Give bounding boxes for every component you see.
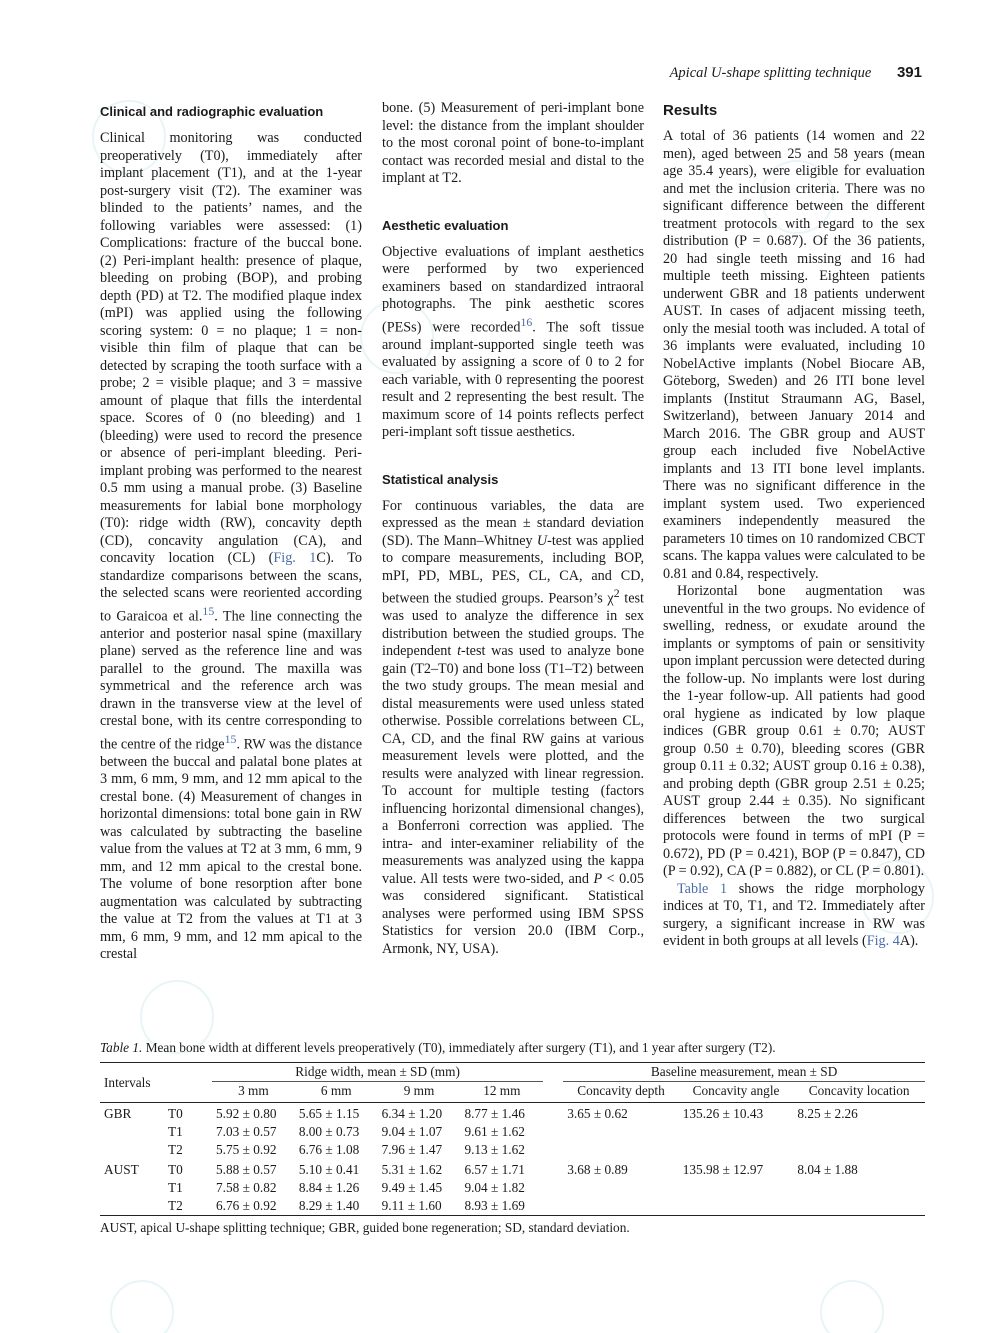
- intervals-header: Intervals: [104, 1074, 151, 1090]
- table-cell: 6.57 ± 1.71: [464, 1162, 525, 1177]
- watermark-seal: [110, 1280, 174, 1333]
- table-cell: 5.65 ± 1.15: [298, 1106, 360, 1121]
- table-cell: [563, 1141, 679, 1159]
- table-cell: 5.88 ± 0.57: [216, 1162, 277, 1177]
- row-group-label: [100, 1123, 164, 1141]
- table-row: [100, 1159, 925, 1179]
- table-cell: [793, 1141, 925, 1159]
- row-time-label: T1: [168, 1180, 183, 1195]
- column-header: 6 mm: [320, 1083, 352, 1098]
- paragraph-statistical: For continuous variables, the data are expressed as the mean ± standard deviation (SD). The Mann–Whitney U-test was applied to compare measurements, including BOP, mPI, PD, MBL, PES, CL, CA, and CD, between the studied groups. Pearson’s $\chi^2$ test was used to analyze the difference in sex distribution between the studied groups. The independent t-test was used to analyze bone gain (T2–T0) and bone loss (T1–T2) between the two study groups. The mean mesial and distal measurements were used unless stated otherwise. Possible correlations between CL, CA, CD, and the final RW gains at various measurement levels were plotted, and the results were analyzed with linear regression. To account for multiple testing (factors influencing horizontal dimensional changes), a Bonferroni correction was applied. The intra- and inter-examiner reliability of the measurements was analyzed using the kappa value. All tests were two-sided, and P < 0.05 was considered significant. Statistical analyses were performed using IBM SPSS Statistics for version 20.0 (IBM Corp., Armonk, NY, USA).: [382, 497, 644, 957]
- running-title: Apical U-shape splitting technique: [669, 65, 872, 81]
- paragraph-results-2: Horizontal bone augmentation was uneventful in the two groups. No evidence of swelling, redness, or exudate around the implants or symptoms of pain or sensitivity upon implant percussion were detected during the follow-up. No implants were lost during the 1-year follow-up. All patients had good oral hygiene as indicated by low plaque indices (GBR group 0.61 ± 0.70; AUST group 0.50 ± 0.70), bleeding scores (GBR group 0.11 ± 0.32; AUST group 0.16 ± 0.38), and probing depth (GBR group 2.51 ± 0.25; AUST group 2.44 ± 0.35). No significant differences between the two surgical protocols were found in terms of mPI (P = 0.672), PD (P = 0.421), BOP (P = 0.847), CD (P = 0.92), CA (P = 0.882), or CL (P = 0.801).: [663, 583, 925, 879]
- ridge-width-header: Ridge width, mean ± SD (mm): [212, 1063, 543, 1082]
- table-cell: 8.25 ± 2.26: [797, 1106, 858, 1121]
- table-cell: 5.75 ± 0.92: [216, 1142, 277, 1157]
- table-cell: 9.49 ± 1.45: [381, 1180, 443, 1195]
- table-cell: 135.98 ± 12.97: [682, 1162, 764, 1177]
- row-time-label: T2: [168, 1142, 183, 1157]
- table-cell: 8.93 ± 1.69: [464, 1198, 525, 1213]
- table-cell: [679, 1179, 794, 1197]
- row-group-label: GBR: [104, 1106, 132, 1121]
- data-table: [100, 1062, 925, 1216]
- table-caption: Table 1. Mean bone width at different levels preoperatively (T0), immediately after surgery (T1), and 1 year after surgery (T2).: [100, 1040, 776, 1055]
- table-row: [100, 1179, 925, 1197]
- table-cell: 8.84 ± 1.26: [298, 1180, 360, 1195]
- table-footnote: AUST, apical U-shape splitting technique; GBR, guided bone regeneration; SD, standard deviation.: [100, 1220, 630, 1235]
- table-cell: 5.31 ± 1.62: [381, 1162, 443, 1177]
- running-header: [670, 64, 922, 82]
- table-cell: [679, 1197, 794, 1216]
- table-cell: 9.11 ± 1.60: [381, 1198, 442, 1213]
- paragraph-results-3: Table 1 shows the ridge morphology indices at T0, T1, and T2. Immediately after surgery, a significant increase in RW was evident in both groups at all levels (Fig. 4A).: [663, 880, 925, 949]
- text-column-3: [663, 100, 925, 951]
- table-cell: 8.29 ± 1.40: [298, 1198, 360, 1213]
- figure-link[interactable]: Fig. 1: [273, 550, 317, 566]
- row-group-label: [100, 1179, 164, 1197]
- paragraph-continued: bone. (5) Measurement of peri-implant bone level: the distance from the implant shoulder to the most coronal point of bone-to-implant contact was recorded mesial and distal to the implant at T2.: [382, 100, 644, 186]
- table-body: [100, 1103, 925, 1216]
- section-heading-aesthetic: Aesthetic evaluation: [382, 217, 509, 233]
- row-time-label: T0: [168, 1162, 183, 1177]
- row-time-label: T1: [168, 1124, 183, 1139]
- table-row: [100, 1141, 925, 1159]
- text-column-1: [100, 100, 362, 964]
- table-cell: 3.65 ± 0.62: [567, 1106, 628, 1121]
- text-column-2: [382, 100, 644, 958]
- table-cell: 3.68 ± 0.89: [567, 1162, 628, 1177]
- table-cell: [793, 1179, 925, 1197]
- table-cell: 9.61 ± 1.62: [464, 1124, 525, 1139]
- column-header: Concavity depth: [577, 1083, 665, 1098]
- table-row: [100, 1103, 925, 1124]
- table-cell: 7.58 ± 0.82: [216, 1180, 277, 1195]
- row-time-label: T0: [168, 1106, 183, 1121]
- row-time-label: T2: [168, 1198, 183, 1213]
- table-cell: [679, 1141, 794, 1159]
- reference-link[interactable]: 15: [224, 731, 237, 746]
- column-header: 12 mm: [483, 1083, 521, 1098]
- section-heading-results: Results: [663, 102, 718, 119]
- row-group-label: [100, 1197, 164, 1216]
- paragraph-results-1: A total of 36 patients (14 women and 22 men), aged between 25 and 58 years (mean age 35.4 years), were eligible for evaluation and met the inclusion criteria. There was no significant difference between the different treatment protocols with regard to the sex distribution (P = 0.687). Of the 36 patients, 20 had single teeth missing and 16 had multiple teeth missing. Eighteen patients underwent GBR and 18 patients underwent AUST. In cases of adjacent missing teeth, only the mesial tooth was included. A total of 36 implants were evaluated, including 10 NobelActive implants (Nobel Biocare AB, Göteborg, Sweden) and 26 ITI bone level implants (Institut Straumann AG, Basel, Switzerland), between January 2014 and March 2016. The GBR group and AUST group each included five NobelActive implants and 13 ITI bone level implants. There was no significant difference in the implant system used. Two experienced examiners independently measured the parameters 10 times on 10 randomized CBCT scans. The kappa values were calculated to be 0.81 and 0.84, respectively.: [663, 128, 925, 582]
- table-cell: 135.26 ± 10.43: [682, 1106, 764, 1121]
- section-heading-clinical: Clinical and radiographic evaluation: [100, 104, 324, 119]
- table-cell: [563, 1179, 679, 1197]
- table-cell: 9.04 ± 1.07: [381, 1124, 443, 1139]
- row-group-label: [100, 1141, 164, 1159]
- paragraph-aesthetic: Objective evaluations of implant aesthetics were performed by two experienced examiners based on standardized intraoral photographs. The pink aesthetic scores (PESs) were recorded$^{16}$. The soft tissue around implant-supported single teeth was evaluated by assigning a score of 0 to 2 for each variable, with 0 representing the poorest result and 2 representing the best result. The maximum score of 14 points reflects perfect peri-implant soft tissue aesthetics.: [382, 243, 644, 441]
- table-row: [100, 1123, 925, 1141]
- table-cell: 8.00 ± 0.73: [298, 1124, 360, 1139]
- table-cell: [679, 1123, 794, 1141]
- table-cell: 5.92 ± 0.80: [216, 1106, 277, 1121]
- table-cell: 6.76 ± 0.92: [216, 1198, 277, 1213]
- table-1: [100, 1040, 925, 1236]
- table-cell: 8.04 ± 1.88: [797, 1162, 858, 1177]
- table-cell: 6.76 ± 1.08: [298, 1142, 360, 1157]
- column-header: 9 mm: [403, 1083, 435, 1098]
- figure-link[interactable]: Fig. 4: [866, 933, 900, 949]
- table-subheader-row: [100, 1082, 925, 1103]
- table-cell: [793, 1123, 925, 1141]
- table-cell: 7.96 ± 1.47: [381, 1142, 443, 1157]
- table-cell: 7.03 ± 0.57: [216, 1124, 277, 1139]
- reference-link[interactable]: 16: [520, 314, 533, 329]
- table-cell: 9.04 ± 1.82: [464, 1180, 525, 1195]
- page-number: 391: [896, 64, 922, 81]
- baseline-header: Baseline measurement, mean ± SD: [563, 1063, 925, 1082]
- paragraph-clinical: Clinical monitoring was conducted preoperatively (T0), immediately after implant placement (T1), and at the 1-year post-surgery visit (T2). The examiner was blinded to the patients’ names, and the following variables were assessed: (1) Complications: fracture of the buccal bone. (2) Peri-implant health: presence of plaque, bleeding on probing (BOP), and probing depth (PD) at T2. The modified plaque index (mPI) was applied using the following scoring system: 0 = no plaque; 1 = non-visible thin film of plaque that can be detected by scraping the tooth surface with a probe; 2 = visible plaque; and 3 = massive amount of plaque that fills the interdental space. Scores of 0 (no bleeding) and 1 (bleeding) were used to record the presence or absence of peri-implant bleeding. Peri-implant probing was performed to the nearest 0.5 mm using a manual probe. (3) Baseline measurements for labial bone morphology (T0): ridge width (RW), concavity depth (CD), concavity angulation (CA), and concavity location (CL) (Fig. 1C). To standardize comparisons between the scans, the selected scans were reoriented according to Garaicoa et al.$^{15}$. The line connecting the anterior and posterior nasal spine (maxillary plane) served as the reference line and was parallel to the ground. The maxilla was symmetrical and the reference arch was drawn in the transverse view at the level of crestal bone, with its centre corresponding to the centre of the ridge$^{15}$. RW was the distance between the buccal and palatal bone plates at 3 mm, 6 mm, 9 mm, and 12 mm apical to the crestal bone. (4) Measurement of changes in horizontal dimensions: total bone gain in RW was calculated by subtracting the baseline value from the values at T2 at 3 mm, 6 mm, 9 mm, and 12 mm apical to the crestal bone. The volume of bone resorption after bone augmentation was calculated by subtracting the value at T2 from the values at T1 at 3 mm, 6 mm, 9 mm, and 12 mm apical to the crestal: [100, 130, 363, 963]
- table-cell: 6.34 ± 1.20: [381, 1106, 443, 1121]
- table-link[interactable]: Table 1: [677, 880, 728, 897]
- reference-link[interactable]: 15: [202, 603, 215, 618]
- table-cell: 5.10 ± 0.41: [298, 1162, 360, 1177]
- table-cell: 8.77 ± 1.46: [464, 1106, 525, 1121]
- section-heading-statistical: Statistical analysis: [382, 471, 499, 487]
- column-header: Concavity location: [808, 1083, 910, 1098]
- table-cell: [563, 1123, 679, 1141]
- watermark-seal: [820, 1280, 884, 1333]
- table-cell: [563, 1197, 679, 1216]
- row-group-label: AUST: [104, 1162, 139, 1177]
- column-header: 3 mm: [238, 1083, 269, 1098]
- table-cell: 9.13 ± 1.62: [464, 1142, 525, 1157]
- table-row: [100, 1197, 925, 1216]
- table-header-row: [100, 1063, 925, 1082]
- table-cell: [793, 1197, 925, 1216]
- column-header: Concavity angle: [692, 1083, 780, 1098]
